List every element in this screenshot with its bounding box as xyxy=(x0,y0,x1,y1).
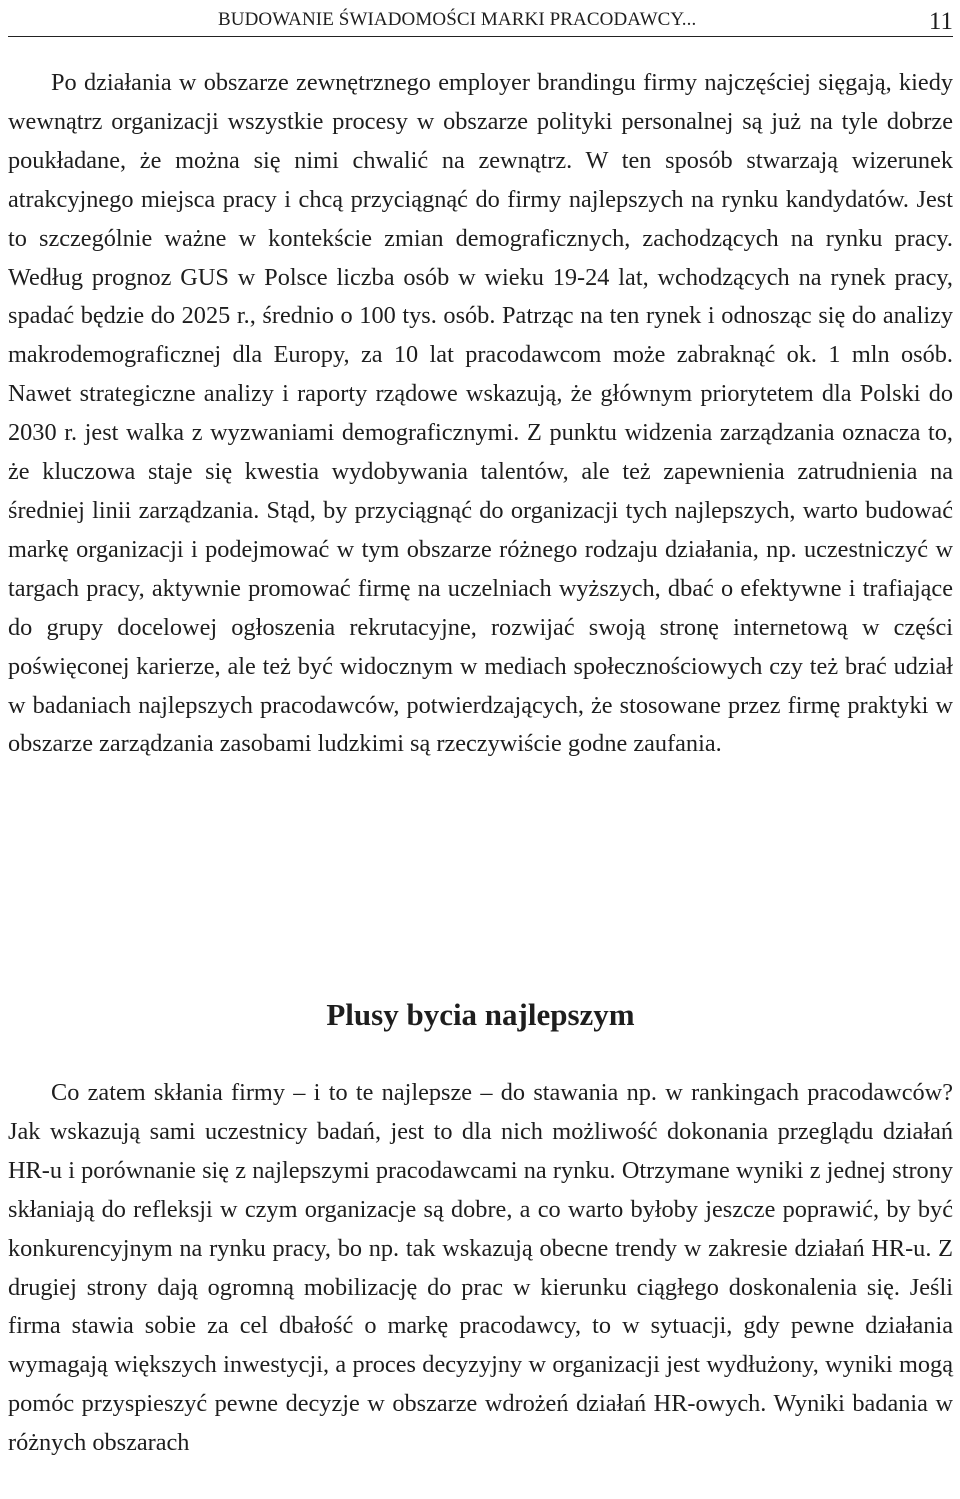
body-paragraph-1: Po działania w obszarze zewnętrznego employer brandingu firmy najczęściej sięgają, kiedy wewnątrz organizacji wszystkie procesy w obszarze polityki personalnej są już na tyle dobrze poukładane, że można się nimi chwalić na zewnątrz. W ten sposób stwarzają wizerunek atrakcyjnego miejsca pracy i chcą przyciągnąć do firmy najlepszych na rynku kandydatów. Jest to szczególnie ważne w kontekście zmian demograficznych, zachodzących na rynku pracy. Według prognoz GUS w Polsce liczba osób w wieku 19-24 lat, wchodzących na rynek pracy, spadać będzie do 2025 r., średnio o 100 tys. osób. Patrząc na ten rynek i odnosząc się do analizy makrodemograficznej dla Europy, za 10 lat pracodawcom może zabraknąć ok. 1 mln osób. Nawet strategiczne analizy i raporty rządowe wskazują, że głównym priorytetem dla Polski do 2030 r. jest walka z wyzwaniami demograficznymi. Z punktu widzenia zarządzania oznacza to, że kluczowa staje się kwestia wydobywania talentów, ale też zapewnienia zatrudnienia na średniej linii zarządzania. Stąd, by przyciągnąć do organizacji tych najlepszych, warto budować markę organizacji i podejmować w tym obszarze różnego rodzaju działania, np. uczestniczyć w targach pracy, aktywnie promować firmę na uczelniach wyższych, dbać o efektywne i trafiające do grupy docelowej ogłoszenia rekrutacyjne, rozwijać swoją stronę internetową w części poświęconej karierze, ale też być widocznym w mediach społecznościowych czy też brać udział w badaniach najlepszych pracodawców, potwierdzających, że stosowane przez firmę praktyki w obszarze zarządzania zasobami ludzkimi są rzeczywiście godne zaufania. xyxy=(8,69,953,758)
running-title: BUDOWANIE ŚWIADOMOŚCI MARKI PRACODAWCY... xyxy=(218,9,697,30)
running-header xyxy=(8,8,953,37)
page-number: 11 xyxy=(913,8,953,36)
section-heading: Plusy bycia najlepszym xyxy=(326,997,635,1032)
document-page xyxy=(8,0,953,1499)
body-paragraph-2: Co zatem skłania firmy – i to te najlepsze – do stawania np. w rankingach pracodawców? Jak wskazują sami uczestnicy badań, jest to dla nich możliwość dokonania przeglądu działań HR-u i porównanie się z najlepszymi pracodawcami na rynku. Otrzymane wyniki z jednej strony skłaniają do refleksji w czym organizacje są dobre, a co warto byłoby jeszcze poprawić, by być konkurencyjnym na rynku pracy, bo np. tak wskazują obecne trendy w zakresie działań HR-u. Z drugiej strony dają ogromną mobilizację do prac w kierunku ciągłego doskonalenia się. Jeśli firma stawia sobie za cel dbałość o markę pracodawcy, to w sytuacji, gdy pewne działania wymagają większych inwestycji, a proces decyzyjny w organizacji jest wydłużony, wyniki mogą pomóc przyspieszyć pewne decyzje w obszarze wdrożeń działań HR-owych. Wyniki badania w różnych obszarach xyxy=(8,1079,953,1457)
